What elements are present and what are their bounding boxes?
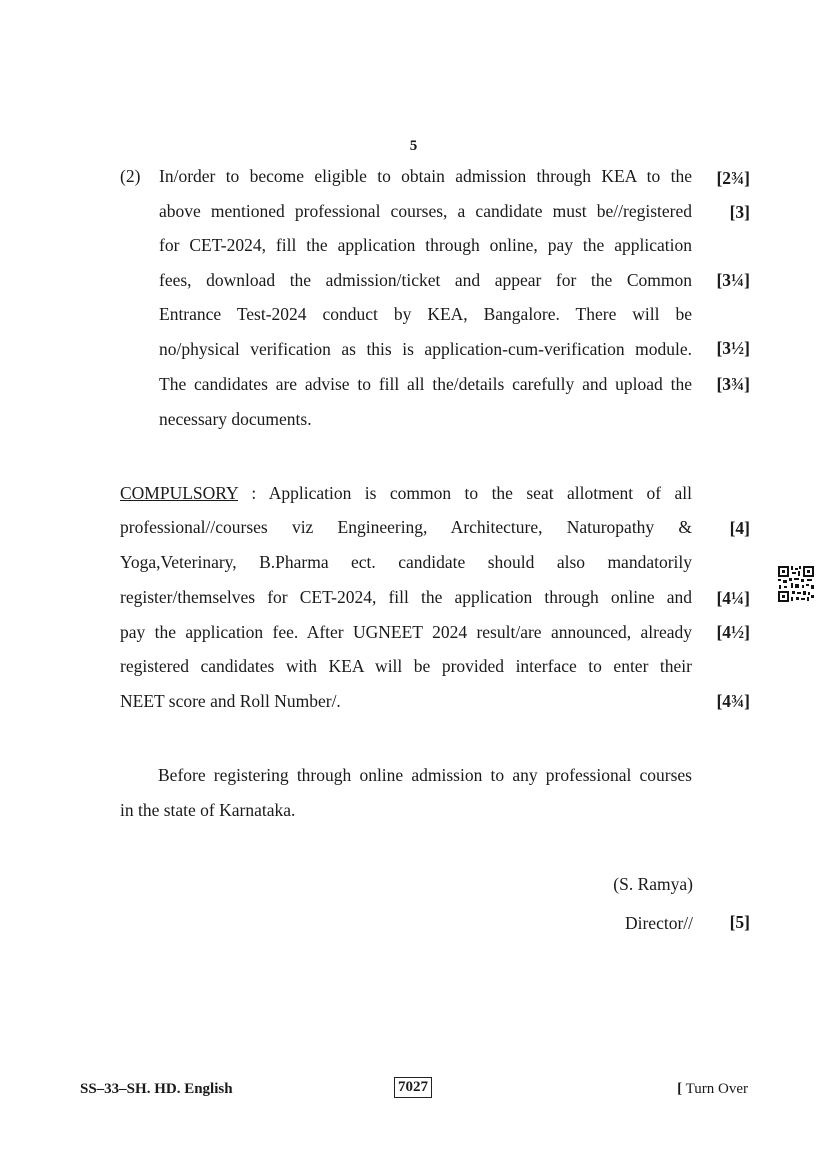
marker: [4] bbox=[729, 518, 750, 538]
marker: [4¼] bbox=[716, 588, 750, 608]
signature-title: Director// bbox=[624, 913, 693, 933]
paragraph-number: (2) bbox=[120, 166, 141, 186]
text-line: Entrance Test-2024 conduct by KEA, Bangalore. There will be bbox=[159, 304, 692, 324]
text-line: NEET score and Roll Number/. bbox=[120, 691, 341, 711]
text-line bbox=[120, 483, 692, 503]
text-line: The candidates are advise to fill all the/details carefully and upload the bbox=[159, 374, 692, 394]
turn-over-text: Turn Over bbox=[685, 1081, 748, 1097]
compulsory-heading: COMPULSORY bbox=[120, 483, 238, 503]
text-line: above mentioned professional courses, a candidate must be//registered bbox=[159, 201, 692, 221]
marker: [3½] bbox=[716, 338, 750, 358]
text-line: Before registering through online admission to any professional courses bbox=[158, 765, 692, 785]
turn-over-note bbox=[677, 1081, 748, 1098]
text-line: Yoga,Veterinary, B.Pharma ect. candidate should also mandatorily bbox=[120, 552, 692, 572]
text-line: pay the application fee. After UGNEET 2024 result/are announced, already bbox=[120, 622, 692, 642]
compulsory-first-line-text: : Application is common to the seat allotment of all bbox=[238, 483, 692, 503]
text-line: registered candidates with KEA will be provided interface to enter their bbox=[120, 656, 692, 676]
page-number: 5 bbox=[409, 138, 418, 154]
text-line: register/themselves for CET-2024, fill the application through online and bbox=[120, 587, 692, 607]
footer-subject-code: SS–33–SH. HD. English bbox=[80, 1081, 233, 1097]
marker: [5] bbox=[729, 912, 750, 932]
text-line: for CET-2024, fill the application through online, pay the application bbox=[159, 235, 692, 255]
marker: [3¼] bbox=[716, 270, 750, 290]
marker: [3¾] bbox=[716, 374, 750, 394]
marker: [2¾] bbox=[716, 168, 750, 188]
text-line: in the state of Karnataka. bbox=[120, 800, 296, 820]
qr-code-icon bbox=[777, 565, 815, 603]
marker: [4½] bbox=[716, 622, 750, 642]
text-line: necessary documents. bbox=[159, 409, 312, 429]
text-line: fees, download the admission/ticket and appear for the Common bbox=[159, 270, 692, 290]
text-line: professional//courses viz Engineering, Architecture, Naturopathy & bbox=[120, 517, 692, 537]
turn-over-bracket: [ bbox=[677, 1081, 683, 1097]
footer-page-code: 7027 bbox=[394, 1077, 432, 1098]
marker: [3] bbox=[729, 202, 750, 222]
text-line: In/order to become eligible to obtain admission through KEA to the bbox=[159, 166, 692, 186]
text-line: no/physical verification as this is application-cum-verification module. bbox=[159, 339, 692, 359]
signature-name: (S. Ramya) bbox=[613, 874, 693, 894]
marker: [4¾] bbox=[716, 691, 750, 711]
